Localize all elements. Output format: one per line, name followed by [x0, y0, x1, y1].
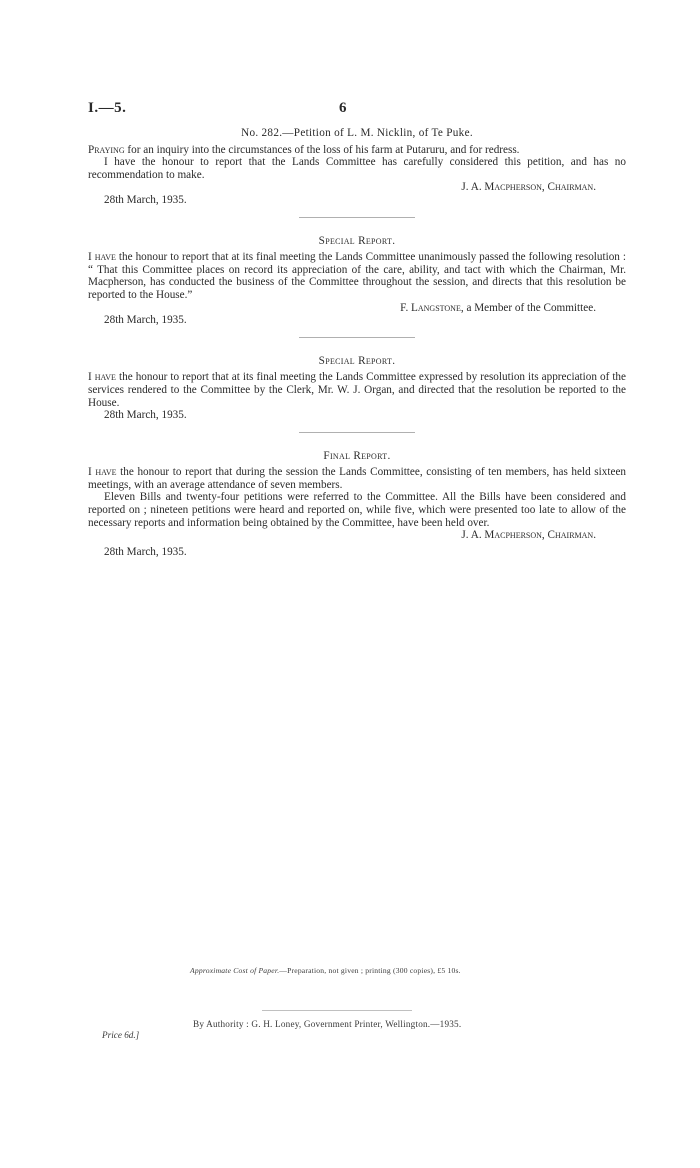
special-report-1-heading: Special Report. — [318, 234, 396, 247]
authority-line: By Authority : G. H. Loney, Government Printer, Wellington.—1935. — [193, 1019, 462, 1029]
petition-signature: J. A. Macpherson, Chairman. — [461, 181, 596, 194]
signature-role: , a Member of the Committee. — [460, 301, 596, 314]
cost-label: Approximate Cost of Paper. — [190, 966, 280, 975]
special-report-1-body: the honour to report that at its final meeting the Lands Committee unanimously passed the following resolution : “ That this Committee places on record its appreciation of the care, ability, and tact with which the Chairman, Mr. Macpherson, has conducted the business of the Committee throughout the session, and directs that this resolution be reported to the House.” — [88, 251, 627, 301]
final-report-signature: J. A. Macpherson, Chairman. — [461, 529, 596, 542]
special-report-1-signature — [88, 302, 626, 315]
footer-divider — [262, 1010, 412, 1011]
page-number: 6 — [339, 100, 347, 116]
petition-date: 28th March, 1935. — [104, 193, 187, 206]
special-report-2-text — [88, 371, 626, 409]
signature-name: F. Langstone — [400, 301, 461, 314]
final-report-text-2: Eleven Bills and twenty-four petitions were referred to the Committee. All the Bills have been considered and reported on ; nineteen petitions were heard and reported on, while five, which were presented too late to allow of the necessary reports and information being obtained by the Committee, have been held over. — [88, 491, 626, 529]
final-report-text — [88, 466, 626, 491]
special-report-2-heading: Special Report. — [318, 354, 396, 367]
praying-text: for an inquiry into the circumstances of the loss of his farm at Putaruru, and for redress. — [127, 143, 520, 156]
price-note: Price 6d.] — [102, 1030, 140, 1040]
special-report-1-lead: I have — [88, 251, 116, 264]
special-report-2-body: the honour to report that at its final meeting the Lands Committee expressed by resolution its appreciation of the services rendered to the Committee by the Clerk, Mr. W. J. Organ, and directed that the resolution be reported to the House. — [88, 371, 626, 409]
special-report-2-lead: I have — [88, 371, 116, 384]
petition-report: I have the honour to report that the Lands Committee has carefully considered this petition, and has no recommendation to make. — [88, 156, 626, 181]
paper-reference: I.—5. — [88, 100, 127, 116]
petition-praying — [88, 144, 626, 157]
final-report-lead: I have — [88, 466, 117, 479]
praying-lead: Praying — [88, 143, 125, 156]
cost-line — [190, 966, 461, 975]
special-report-2-date: 28th March, 1935. — [104, 409, 187, 422]
document-body — [88, 127, 626, 558]
cost-text: —Preparation, not given ; printing (300 copies), £5 10s. — [279, 966, 461, 975]
petition-heading: No. 282.—Petition of L. M. Nicklin, of Te Puke. — [241, 127, 473, 139]
final-report-heading: Final Report. — [323, 449, 391, 462]
special-report-1-date: 28th March, 1935. — [104, 314, 187, 327]
final-report-date: 28th March, 1935. — [104, 545, 187, 558]
special-report-1-text — [88, 251, 626, 301]
final-report-body: the honour to report that during the session the Lands Committee, consisting of ten members, has held sixteen meetings, with an average attendance of seven members. — [88, 466, 626, 491]
